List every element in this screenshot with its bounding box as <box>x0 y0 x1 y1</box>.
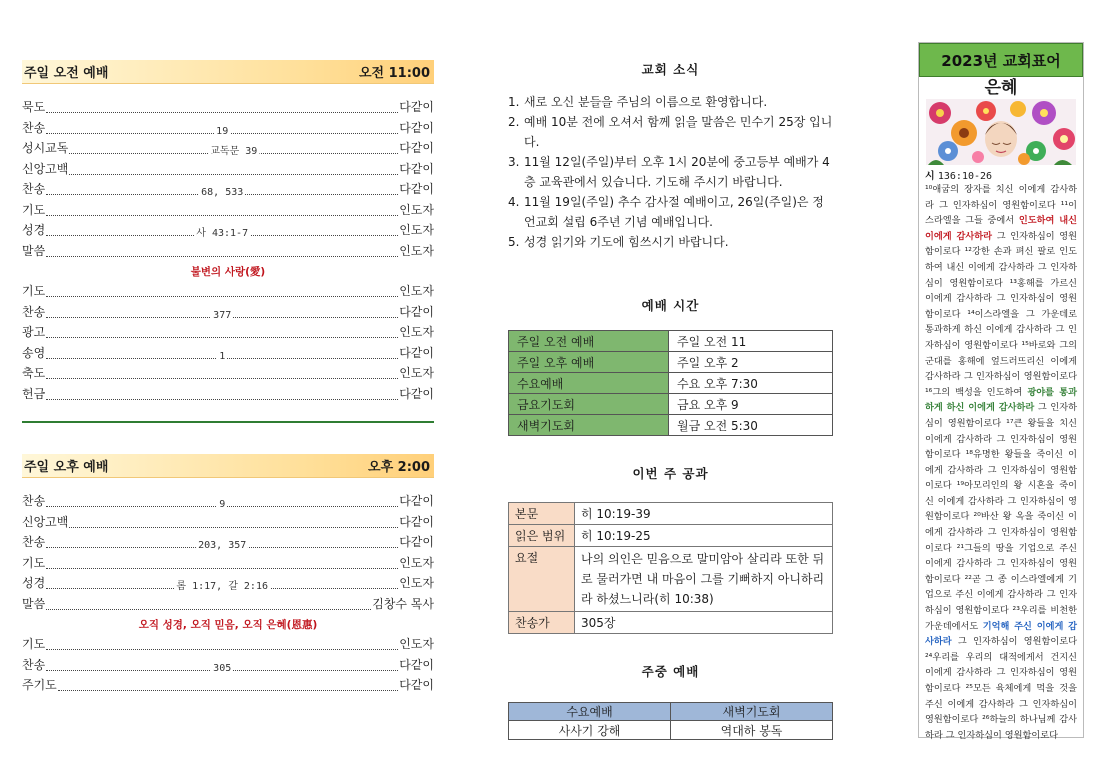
order-row <box>22 323 434 344</box>
news-item <box>508 192 833 232</box>
order-row <box>22 364 434 385</box>
dotted-leader <box>69 518 398 528</box>
psalm-text-part-4: 그 인자하심이 영원함이로다 ²⁴우리를 우리의 대적에게서 건지신 이에게 감사하라 그 인자하심이 영원함이로다 ²⁵모든 육체에게 먹을 것을 주신 이에게 감사하라 그 인자하심이 영원함이로다 ²⁶하늘의 하나님께 감사하라 그 인자하심이 영원함이로다 <box>925 636 1077 741</box>
news-number: 1. <box>508 95 520 109</box>
order-leader: 인도자 <box>399 366 434 380</box>
order-leader: 다같이 <box>399 182 434 196</box>
order-leader: 김창수 목사 <box>372 596 434 611</box>
worship-time-row <box>509 331 833 352</box>
morning-order-list-after <box>22 282 434 405</box>
order-detail: 19 <box>216 125 229 137</box>
order-label: 성경 <box>22 576 46 590</box>
order-label: 기도 <box>22 284 46 298</box>
order-row <box>22 492 434 513</box>
dotted-leader <box>46 349 398 362</box>
order-row <box>22 119 434 140</box>
morning-service-title: 주일 오전 예배 <box>24 66 109 81</box>
order-leader: 인도자 <box>399 576 434 590</box>
worship-times-title: 예배 시간 <box>641 298 700 313</box>
worship-time: 월금 오전 5:30 <box>669 415 833 436</box>
dotted-leader <box>46 579 398 593</box>
news-text: 11월 12일(주일)부터 오후 1시 20분에 중고등부 예배가 4층 교육관에서 있습니다. 기도해 주시기 바랍니다. <box>524 155 830 189</box>
news-item <box>508 92 833 112</box>
morning-service-time: 오전 11:00 <box>358 66 430 81</box>
morning-order-list <box>22 98 434 262</box>
lesson-value: 히 10:19-25 <box>575 525 833 547</box>
order-detail: 9 <box>219 499 226 511</box>
news-number: 5. <box>508 235 520 249</box>
psalm-highlight-green: 광야를 통과하게 하신 이에게 감사하라 <box>925 386 1077 414</box>
dotted-leader <box>46 600 371 610</box>
order-row <box>22 595 434 616</box>
psalm-book: 시 <box>925 171 935 182</box>
order-row <box>22 139 434 160</box>
afternoon-sermon-title: 오직 성경, 오직 믿음, 오직 은혜(恩惠) <box>138 619 318 631</box>
order-row <box>22 554 434 575</box>
dotted-leader <box>69 165 398 175</box>
lesson-row <box>509 503 833 525</box>
order-label: 찬송 <box>22 120 46 135</box>
order-label: 기도 <box>22 637 46 651</box>
lesson-key: 읽은 범위 <box>509 525 575 547</box>
order-label: 말씀 <box>22 243 46 258</box>
worship-time-row <box>509 415 833 436</box>
worship-name: 주일 오후 예배 <box>509 352 669 373</box>
worship-time: 금요 오후 9 <box>669 394 833 415</box>
order-leader: 다같이 <box>399 678 434 692</box>
order-leader: 인도자 <box>399 555 434 570</box>
order-detail: 1 <box>219 350 226 362</box>
psalm-text-part-1: ¹⁰애굽의 장자를 치신 이에게 감사하라 그 인자하심이 영원함이로다 ¹¹이스라엘을 그들 중에서 <box>925 184 1077 227</box>
afternoon-order-list-after <box>22 635 434 697</box>
news-item <box>508 112 833 152</box>
order-row <box>22 676 434 697</box>
dotted-leader <box>46 328 398 338</box>
order-detail: 305 <box>213 662 232 674</box>
order-detail: 교독문 39 <box>208 142 259 157</box>
order-row <box>22 180 434 201</box>
afternoon-order-list <box>22 492 434 615</box>
dotted-leader <box>46 390 398 400</box>
weekday-value-dawn: 역대하 봉독 <box>671 721 833 740</box>
dotted-leader <box>46 287 398 297</box>
order-label: 성시교독 <box>22 141 69 155</box>
dotted-leader <box>46 308 398 321</box>
weekday-worship-title: 주중 예배 <box>641 664 700 679</box>
order-label: 헌금 <box>22 386 46 401</box>
dotted-leader <box>46 185 398 199</box>
psalm-text-part-3: 그 인자하심이 영원함이로다 ¹⁷큰 왕들을 치신 이에게 감사하라 그 인자하심이 영원함이로다 ¹⁸유명한 왕들을 죽이신 이에게 감사하라 그 인자하심이 영원함이로다 ¹⁹아모리인의 왕 시혼을 죽이신 이에게 감사하라 그 인자하심이 영원함이로다 ²⁰바산 왕 옥을 죽이신 이에게 감사하라 그 인자하심이 영원함이로다 ²¹그들의 땅을 기업으로 주신 이에게 감사하라 그 인자하심이 영원함이로다 ²²곧 그 종 이스라엘에게 기업으로 주신 이에게 감사하라 그 인자하심이 영원함이로다 ²³우리를 비천한 가운데에서도 <box>925 402 1077 632</box>
motto-title: 2023년 교회표어 <box>919 43 1083 77</box>
order-leader: 다같이 <box>399 657 434 672</box>
order-row <box>22 221 434 242</box>
dotted-leader <box>46 206 398 216</box>
psalm-text <box>919 182 1083 743</box>
order-label: 찬송 <box>22 657 46 672</box>
order-label: 찬송 <box>22 494 46 508</box>
morning-sermon-title: 불변의 사랑(愛) <box>190 266 266 278</box>
news-text: 11월 19일(주일) 추수 감사절 예배이고, 26일(주일)은 정언교회 설립 6주년 기념 예배입니다. <box>524 195 824 229</box>
order-row <box>22 574 434 595</box>
lesson-row <box>509 525 833 547</box>
order-label: 기도 <box>22 202 46 217</box>
order-row <box>22 303 434 324</box>
dotted-leader <box>46 559 398 569</box>
order-row <box>22 533 434 554</box>
weekday-header-dawn: 새벽기도회 <box>671 703 833 721</box>
order-label: 신앙고백 <box>22 161 69 176</box>
order-leader: 다같이 <box>399 514 434 529</box>
afternoon-service-title: 주일 오후 예배 <box>24 460 109 475</box>
weekday-header-wednesday: 수요예배 <box>509 703 671 721</box>
dotted-leader <box>46 124 398 137</box>
order-label: 묵도 <box>22 100 46 114</box>
order-leader: 다같이 <box>399 494 434 508</box>
order-label: 찬송 <box>22 535 46 549</box>
order-leader: 다같이 <box>399 100 434 114</box>
order-row <box>22 635 434 656</box>
order-leader: 다같이 <box>399 535 434 549</box>
lesson-key: 본문 <box>509 503 575 525</box>
worship-time-row <box>509 352 833 373</box>
psalm-chapter-verse: 136:10-26 <box>937 171 993 182</box>
psalm-text-part-2: 그 인자하심이 영원함이로다 ¹²강한 손과 펴신 팔로 인도하여 내신 이에게 감사하라 그 인자하심이 영원함이로다 ¹³홍해를 가르신 이에게 감사하라 그 인자하심이 영원함이로다 ¹⁴이스라엘을 그 가운데로 통과하게 하신 이에게 감사하라 그 인자하심이 영원함이로다 ¹⁵바로와 그의 군대를 홍해에 엎드러뜨리신 이에게 감사하라 그 인자하심이 영원함이로다 ¹⁶그의 백성을 인도하여 <box>925 230 1078 398</box>
order-detail: 롬 1:17, 갈 2:16 <box>174 577 270 592</box>
order-label: 주기도 <box>22 678 57 692</box>
worship-time-row <box>509 373 833 394</box>
news-number: 2. <box>508 115 520 129</box>
psalm-highlight-red: 인도하여 내신 이에게 감사하라 <box>925 215 1078 242</box>
order-row <box>22 344 434 365</box>
psalm-highlight-blue: 기억해 주신 이에게 감사하라 <box>925 620 1077 648</box>
dotted-leader <box>46 661 398 674</box>
order-label: 송영 <box>22 345 46 360</box>
news-number: 3. <box>508 155 520 169</box>
afternoon-service-header <box>22 454 434 478</box>
dotted-leader <box>58 681 398 691</box>
motto-box <box>918 42 1084 741</box>
order-leader: 다같이 <box>399 304 434 319</box>
lesson-table <box>508 502 833 634</box>
order-label: 축도 <box>22 366 46 380</box>
worship-name: 수요예배 <box>509 373 669 394</box>
order-label: 말씀 <box>22 596 46 611</box>
order-leader: 인도자 <box>399 243 434 258</box>
worship-time-row <box>509 394 833 415</box>
order-row <box>22 242 434 263</box>
order-leader: 다같이 <box>399 141 434 155</box>
order-label: 찬송 <box>22 182 46 196</box>
info-column <box>508 60 833 740</box>
morning-service-header <box>22 60 434 84</box>
lesson-key: 찬송가 <box>509 612 575 634</box>
worship-name: 금요기도회 <box>509 394 669 415</box>
order-row <box>22 656 434 677</box>
lesson-value: 305장 <box>575 612 833 634</box>
motto-word: 은혜 <box>984 78 1018 98</box>
weekday-worship-table <box>508 702 833 740</box>
order-leader: 인도자 <box>399 223 434 237</box>
order-leader: 다같이 <box>399 386 434 401</box>
weekday-value-wednesday: 사사기 강해 <box>509 721 671 740</box>
lesson-value: 나의 의인은 믿음으로 말미암아 살리라 또한 뒤로 물러가면 내 마음이 그를 기뻐하지 아니하리라 하셨느니라(히 10:38) <box>575 547 833 612</box>
order-row <box>22 201 434 222</box>
order-row <box>22 282 434 303</box>
news-text: 성경 읽기와 기도에 힘쓰시기 바랍니다. <box>524 235 729 249</box>
news-text: 예배 10분 전에 오셔서 함께 읽을 말씀은 민수기 25장 입니다. <box>524 115 833 149</box>
afternoon-service-time: 오후 2:00 <box>368 460 430 475</box>
worship-time: 주일 오전 11 <box>669 331 833 352</box>
order-leader: 다같이 <box>399 161 434 176</box>
order-label: 신앙고백 <box>22 514 69 529</box>
lesson-row <box>509 547 833 612</box>
flower-illustration <box>926 99 1076 165</box>
news-item <box>508 152 833 192</box>
order-detail: 사 43:1-7 <box>194 224 250 239</box>
order-row <box>22 385 434 406</box>
news-number: 4. <box>508 195 520 209</box>
order-row <box>22 98 434 119</box>
dotted-leader <box>46 538 398 552</box>
worship-time: 주일 오후 2 <box>669 352 833 373</box>
order-leader: 다같이 <box>399 345 434 360</box>
order-leader: 다같이 <box>399 120 434 135</box>
order-detail: 68, 533 <box>201 187 244 199</box>
news-item <box>508 232 833 252</box>
dotted-leader <box>46 103 398 113</box>
order-label: 찬송 <box>22 304 46 319</box>
news-list <box>508 92 833 252</box>
services-column <box>22 60 434 697</box>
lesson-row <box>509 612 833 634</box>
dotted-leader <box>46 226 398 240</box>
news-text: 새로 오신 분들을 주님의 이름으로 환영합니다. <box>524 95 768 109</box>
worship-time: 수요 오후 7:30 <box>669 373 833 394</box>
lesson-key: 요절 <box>509 547 575 612</box>
order-leader: 인도자 <box>399 202 434 217</box>
psalm-reference <box>919 167 1083 182</box>
dotted-leader <box>69 144 398 158</box>
worship-name: 새벽기도회 <box>509 415 669 436</box>
order-detail: 377 <box>213 309 232 321</box>
dotted-leader <box>46 369 398 379</box>
order-detail: 203, 357 <box>198 540 247 552</box>
lesson-value: 히 10:19-39 <box>575 503 833 525</box>
worship-name: 주일 오전 예배 <box>509 331 669 352</box>
lesson-title: 이번 주 공과 <box>632 466 709 481</box>
dotted-leader <box>46 640 398 650</box>
worship-times-table <box>508 330 833 436</box>
order-row <box>22 513 434 534</box>
motto-column <box>918 42 1084 741</box>
order-leader: 인도자 <box>399 637 434 651</box>
order-leader: 인도자 <box>399 284 434 298</box>
dotted-leader <box>46 247 398 257</box>
order-leader: 인도자 <box>399 325 434 339</box>
order-label: 기도 <box>22 555 46 570</box>
order-row <box>22 160 434 181</box>
dotted-leader <box>46 497 398 511</box>
order-label: 성경 <box>22 223 46 237</box>
order-label: 광고 <box>22 325 46 339</box>
news-title: 교회 소식 <box>641 62 700 77</box>
